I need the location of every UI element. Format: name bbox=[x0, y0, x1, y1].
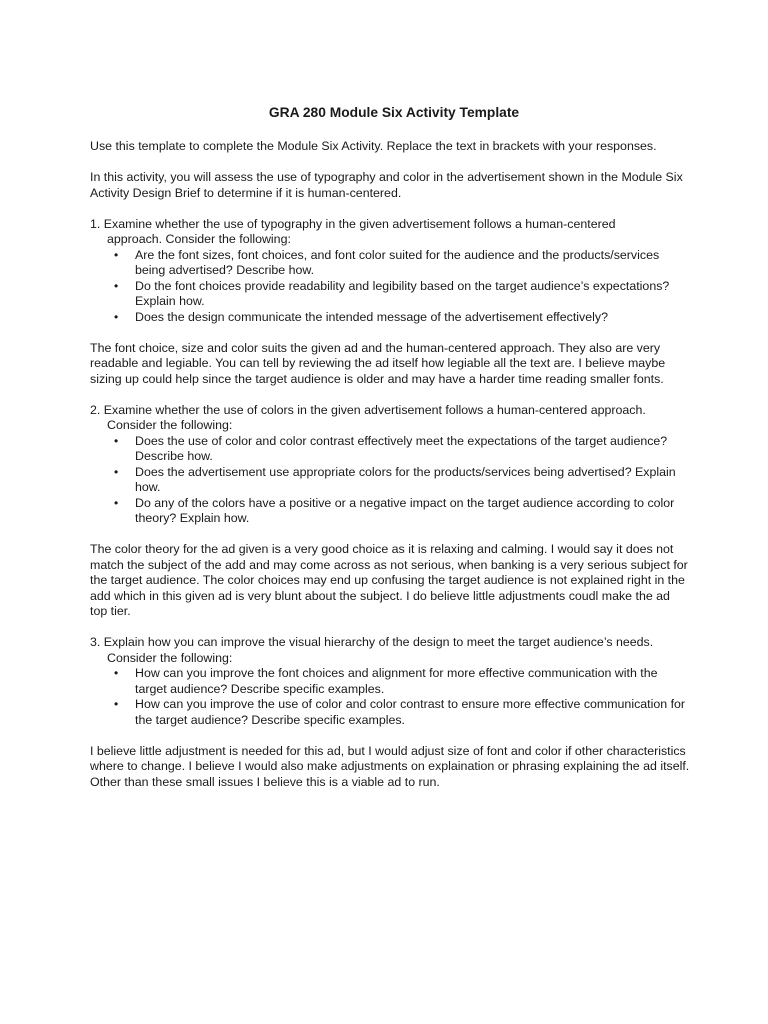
bullet-icon: • bbox=[114, 278, 119, 293]
list-item bbox=[90, 496, 690, 527]
list-item bbox=[90, 697, 690, 728]
bullet-text: Does the use of color and color contrast effectively meet the expectations of the target audience? Describe how. bbox=[135, 433, 668, 463]
question-2-bullets bbox=[90, 434, 690, 527]
list-item bbox=[90, 279, 690, 310]
bullet-text: How can you improve the font choices and alignment for more effective communication with the target audience? Describe specific examples. bbox=[135, 666, 658, 696]
context-paragraph: In this activity, you will assess the use of typography and color in the advertisement shown in the Module Six Activity Design Brief to determine if it is human-centered. bbox=[90, 170, 683, 200]
document-page bbox=[90, 104, 690, 806]
bullet-text: Do the font choices provide readability and legibility based on the target audience’s expectations? Explain how. bbox=[135, 278, 670, 308]
list-item bbox=[90, 666, 690, 697]
answer-1: The font choice, size and color suits the given ad and the human-centered approach. They also are very readable and legiable. You can tell by reviewing the ad itself how legiable all the text are. I believe maybe sizing up could help since the target audience is older and may have a harder time reading smaller fonts. bbox=[90, 340, 666, 386]
list-item bbox=[90, 465, 690, 496]
bullet-icon: • bbox=[114, 247, 119, 262]
bullet-text: Are the font sizes, font choices, and font color suited for the audience and the products/services being advertised? Describe how. bbox=[135, 247, 660, 277]
bullet-icon: • bbox=[114, 697, 119, 711]
bullet-text: Does the design communicate the intended message of the advertisement effectively? bbox=[135, 309, 608, 324]
question-1-continuation: approach. Consider the following: bbox=[107, 232, 291, 246]
bullet-icon: • bbox=[114, 464, 119, 479]
bullet-icon: • bbox=[114, 433, 119, 448]
section-2 bbox=[90, 403, 690, 620]
bullet-text: Do any of the colors have a positive or a negative impact on the target audience according to color theory? Explain how. bbox=[135, 495, 675, 525]
question-1: 1. Examine whether the use of typography in the given advertisement follows a human-centered bbox=[90, 216, 616, 231]
question-2: 2. Examine whether the use of colors in the given advertisement follows a human-centered approach. bbox=[90, 402, 646, 417]
bullet-icon: • bbox=[114, 309, 119, 324]
bullet-text: Does the advertisement use appropriate colors for the products/services being advertised? Explain how. bbox=[135, 464, 676, 494]
bullet-icon: • bbox=[114, 495, 119, 510]
question-2-continuation: Consider the following: bbox=[107, 418, 233, 432]
answer-3: I believe little adjustment is needed for this ad, but I would adjust size of font and color if other characteristics where to change. I believe I would also make adjustments on explaination or phrasing explaining the ad itself. Other than these small issues I believe this is a viable ad to run. bbox=[90, 743, 690, 789]
question-3: 3. Explain how you can improve the visual hierarchy of the design to meet the target audience’s needs. bbox=[90, 635, 654, 649]
question-1-bullets bbox=[90, 248, 690, 326]
list-item bbox=[90, 434, 690, 465]
question-3-continuation: Consider the following: bbox=[107, 650, 233, 665]
bullet-text: How can you improve the use of color and color contrast to ensure more effective communication for the target audience? Describe specific examples. bbox=[135, 697, 686, 727]
answer-2: The color theory for the ad given is a very good choice as it is relaxing and calming. I would say it does not match the subject of the add and may come across as not serious, when banking is a very serious subject for the target audience. The color choices may end up confusing the target audience is not explained right in the add which in this given ad is very blunt about the subject. I do believe little adjustments coudl make the ad top tier. bbox=[90, 542, 688, 618]
intro-paragraph: Use this template to complete the Module Six Activity. Replace the text in brackets with your responses. bbox=[90, 139, 657, 153]
list-item bbox=[90, 248, 690, 279]
question-3-bullets bbox=[90, 666, 690, 728]
section-3 bbox=[90, 635, 690, 790]
section-1 bbox=[90, 217, 690, 388]
document-title: GRA 280 Module Six Activity Template bbox=[268, 105, 520, 120]
bullet-icon: • bbox=[114, 666, 119, 680]
list-item bbox=[90, 310, 690, 326]
